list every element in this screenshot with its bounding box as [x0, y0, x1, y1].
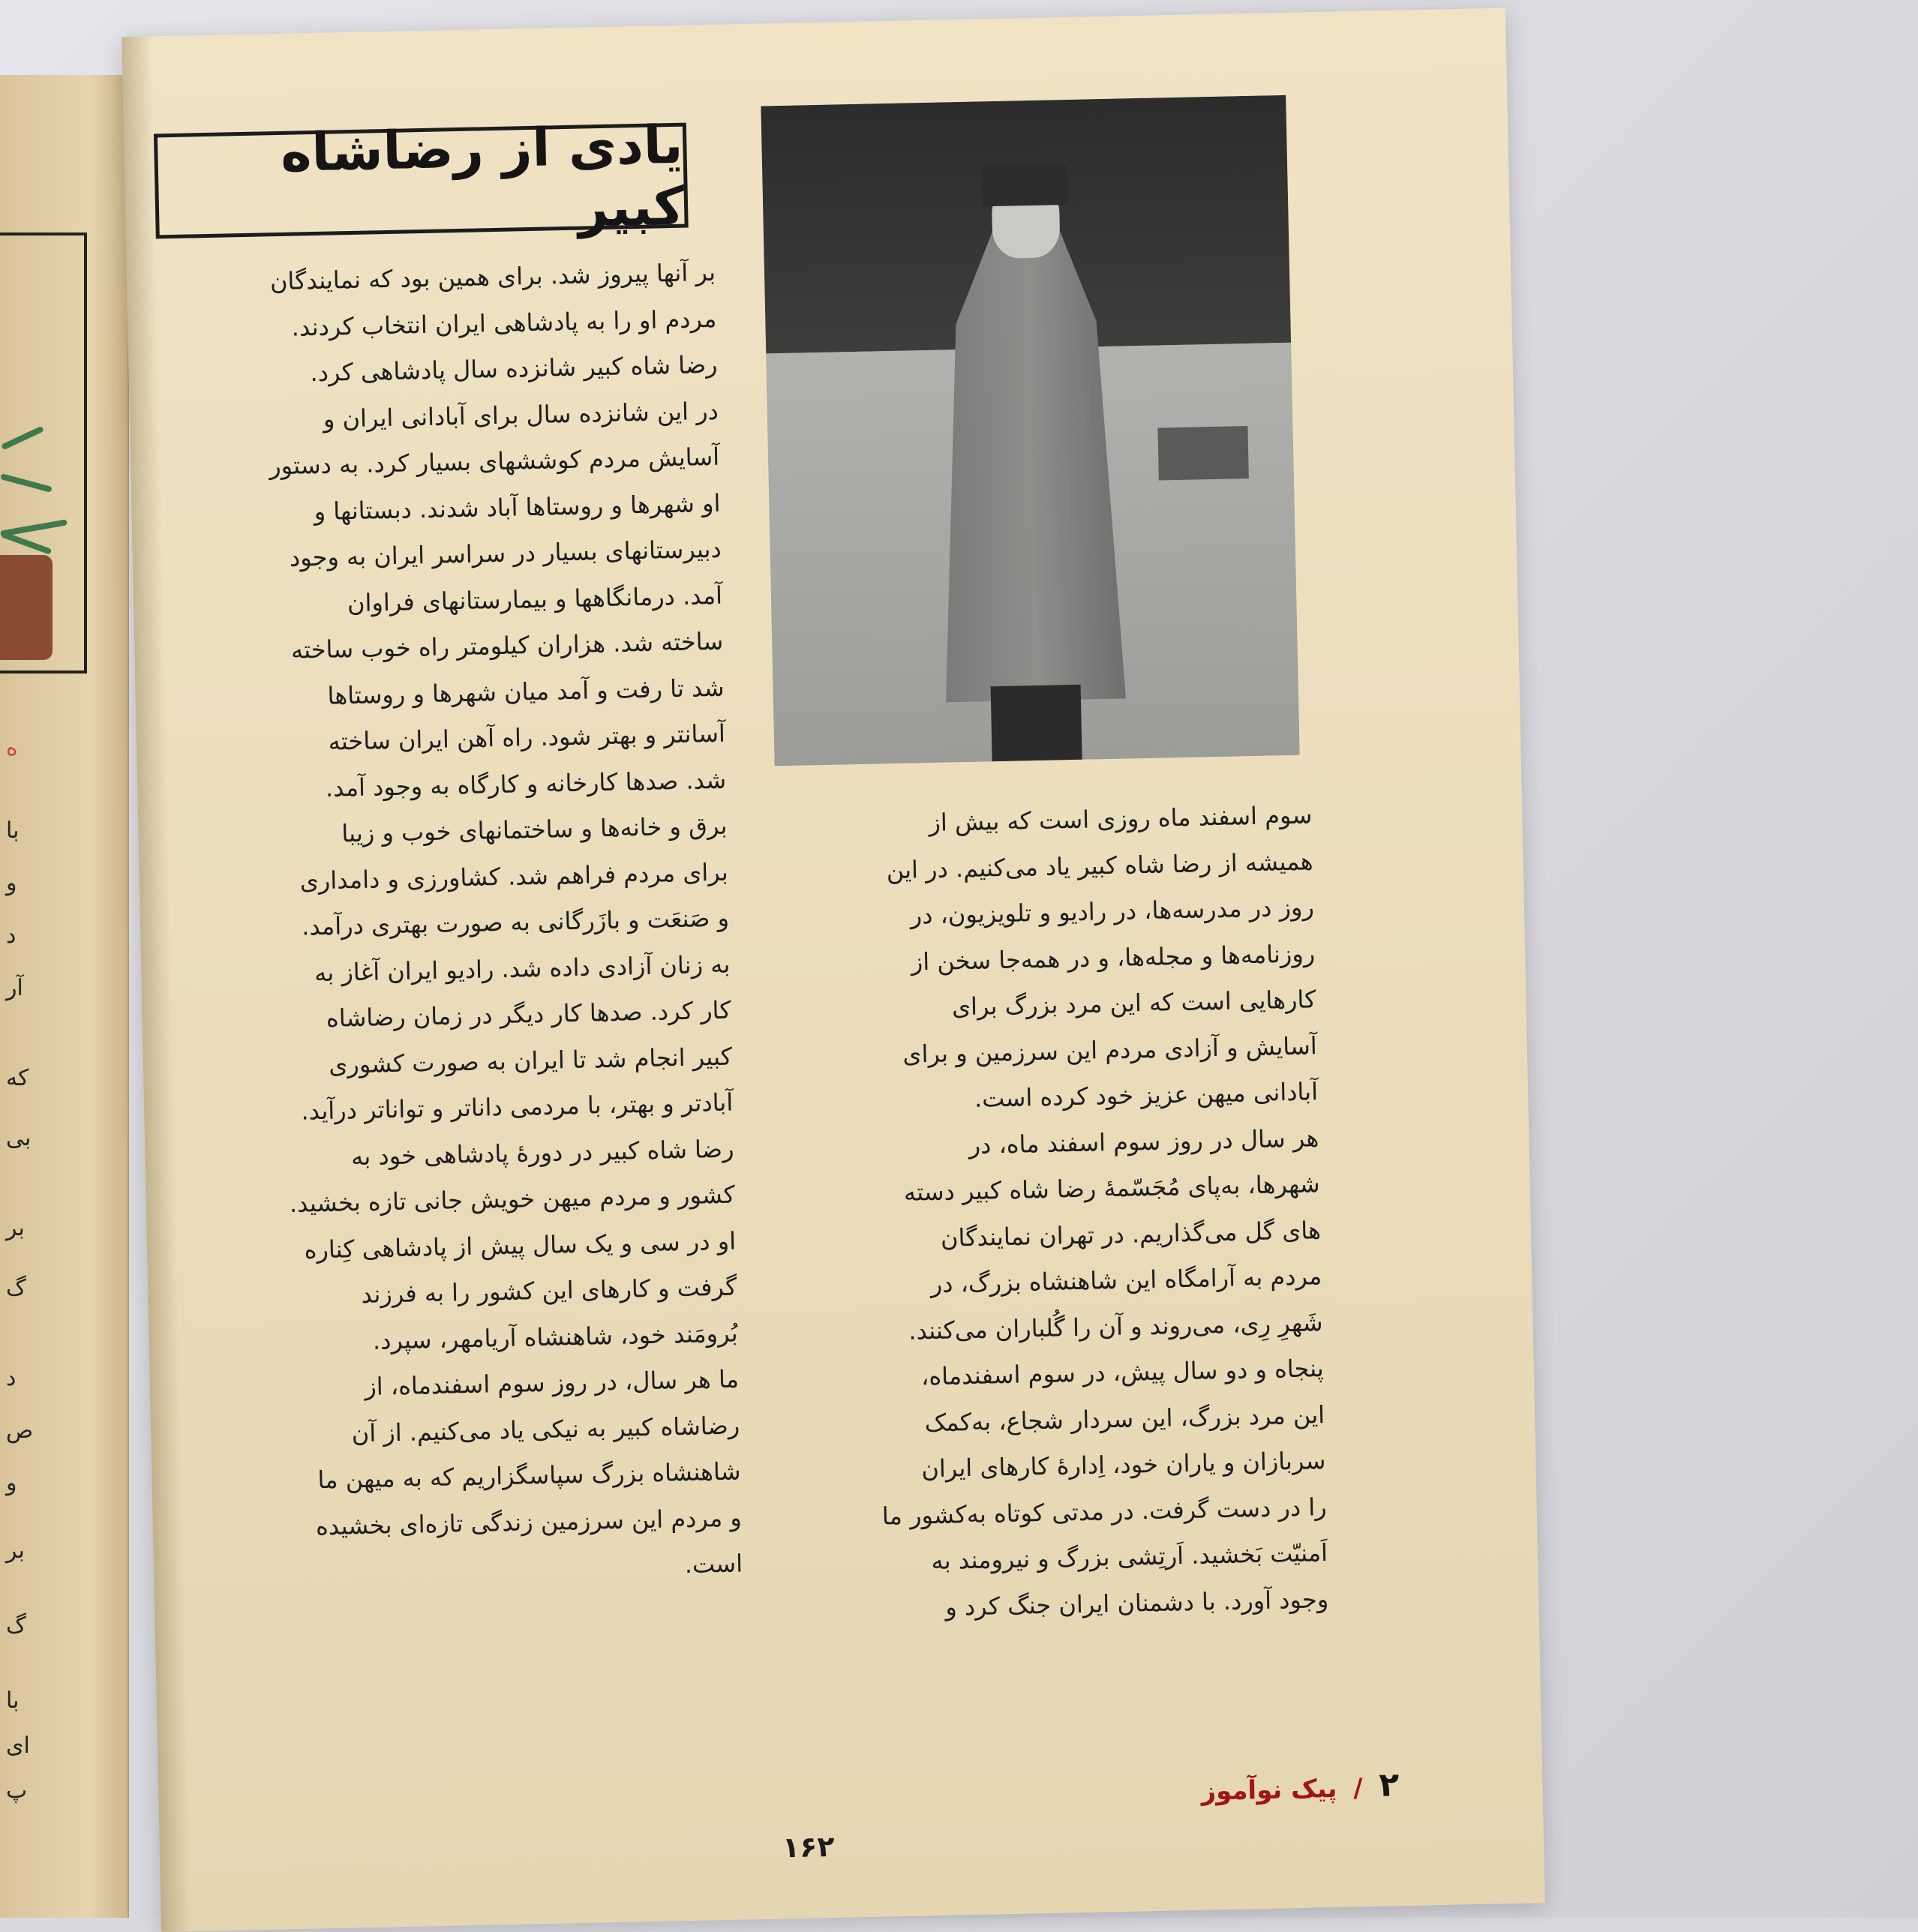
previous-page-fragment: پ [6, 1778, 28, 1804]
article-left-column: بر آنها پیروز شد. برای همین بود که نمایندگان مردم او را به پادشاهی ایران انتخاب کردند. رضا شاه کبیر شانزده سال پادشاهی کرد. در این شانزده سال برای آبادانی ایران و آسایش مردم کوششهای بسیار کرد. به دستور او شهرها و روستاها آباد شدند. دبستانها و دبیرستانهای بسیار در سراسر ایران به وجود آمد. درمانگاهها و بیمارستانهای فراوان ساخته شد. هزاران کیلومتر راه خوب ساخته شد تا رفت و آمد میان شهرها و روستاها آسانتر و بهتر شود. راه آهن ایران ساخته شد. صدها کارخانه و کارگاه به وجود آمد. برق و خانه‌ها و ساختمانهای خوب و زیبا برای مردم فراهم شد. کشاورزی و دامداری و صَنعَت و بازَرگانی به صورت بهتری درآمد. به زنان آزادی داده شد. رادیو ایران آغاز به کار کرد. صدها کار دیگر در زمان رضاشاه کبیر انجام شد تا ایران به صورت کشوری آبادتر و بهتر، با مردمی داناتر و تواناتر درآید. رضا شاه کبیر در دورهٔ پادشاهی خود به کشور و مردم میهن خویش جانی تازه بخشید. او در سی و یک سال پیش از پادشاهی کِناره گرفت و کارهای این کشور را به فرزند بُرومَند خود، شاهنشاه آریامهر، سپرد. ما هر سال، در روز سوم اسفندماه، از رضاشاه کبیر به نیکی یاد می‌کنیم. از آن شاهنشاه بزرگ سپاسگزاریم که به میهن ما و مردم این سرزمین زندگی تازه‌ای بخشیده است. [269, 257, 743, 1580]
previous-page-fragment: آر [6, 975, 23, 1001]
magazine-name: پیک نوآموز [1201, 1773, 1337, 1807]
previous-page-fragment: و [6, 1470, 17, 1496]
previous-page-fragment: با [6, 818, 20, 844]
previous-page-fragment: د [6, 1365, 17, 1391]
portrait-photo [761, 95, 1299, 766]
figure-cap [981, 164, 1068, 206]
previous-page-fragment: گ [6, 1612, 26, 1639]
previous-page [0, 75, 129, 1918]
previous-page-fragment: ه [6, 735, 18, 761]
previous-page-fragment: ای [6, 1732, 30, 1759]
photo-stone [1157, 426, 1248, 480]
previous-page-fragment: بی [6, 1125, 32, 1151]
article-title: یادی از رضاشاه کبیر [280, 113, 685, 239]
article-right-column: سوم اسفند ماه روزی است که بیش از همیشه از رضا شاه کبیر یاد می‌کنیم. در این روز در مدرسه‌ها، در رادیو و تلویزیون، در روزنامه‌ها و مجله‌ها، و در همه‌جا سخن از کارهایی است که این مرد بزرگ برای آسایش و آزادی مردم این سرزمین و برای آبادانی میهن عزیز خود کرده است. هر سال در روز سوم اسفند ماه، در شهرها، به‌پای مُجَسّمهٔ رضا شاه کبیر دسته‌ های گل می‌گذاریم. در تهران نمایندگان مردم به آرامگاه این شاهنشاه بزرگ، در شَهرِ رِی، می‌روند و آن را گُلباران می‌کنند. پنجاه و دو سال پیش، در سوم اسفندماه، این مرد بزرگ، این سردار شجاع، به‌کمک سربازان و یاران خود، اِدارهٔ کارهای ایران را در دست گرفت. در مدتی کوتاه به‌کشور ما اَمنیّت بَخشید. اَرتِشی بزرگ و نیرومند به وجود آورد. با دشمنان ایران جنگ کرد و [881, 800, 1329, 1622]
previous-page-fragment: د [6, 922, 17, 949]
previous-page-fragment: بر [6, 1538, 25, 1564]
page-number: ۱۶۲ [782, 1829, 835, 1864]
previous-page-fragment: بر [6, 1215, 25, 1241]
previous-page-fragment: و [6, 870, 17, 896]
article-title-box [154, 113, 689, 239]
footer-separator: / [1352, 1773, 1364, 1804]
previous-page-fragment: با [6, 1688, 20, 1714]
plant-pot-illustration [0, 555, 53, 660]
magazine-page [122, 8, 1545, 1932]
magazine-footer [1201, 1766, 1400, 1808]
figure-legs [991, 685, 1082, 766]
previous-page-fragment: گ [6, 1275, 26, 1301]
issue-number: ۲ [1378, 1766, 1400, 1804]
previous-page-fragment: ص [6, 1418, 34, 1444]
previous-page-fragment: که [6, 1065, 29, 1091]
